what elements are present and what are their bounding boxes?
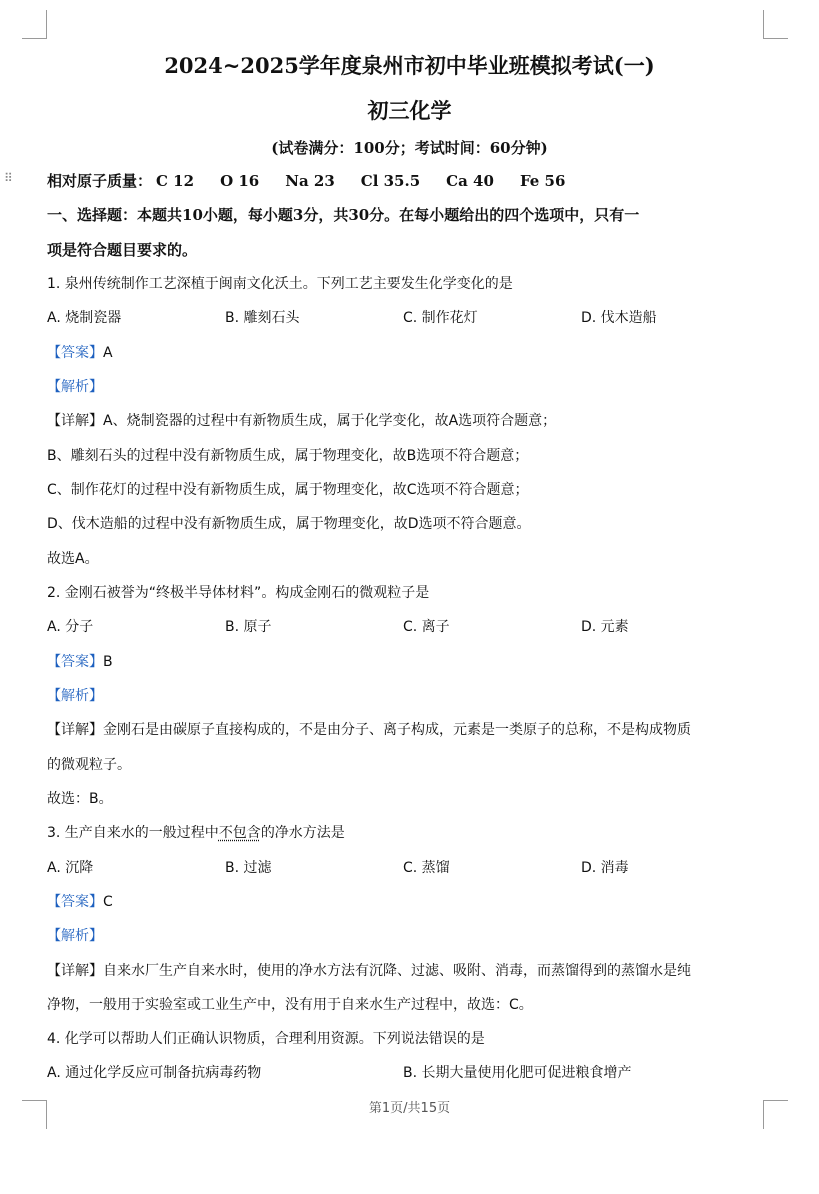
q3-answer [47, 892, 113, 912]
atomic-masses [47, 171, 591, 191]
q2-detail-2: 的微观粒子。 [47, 757, 131, 773]
crop-mark-top-right [763, 10, 788, 39]
answer-label: 【答案】 [47, 894, 103, 910]
q1-detail-4: D、伐木造船的过程中没有新物质生成，属于物理变化，故D选项不符合题意。 [47, 516, 531, 532]
atomic-mass-ca: Ca 40 [446, 172, 494, 190]
q1-detail-1: 【详解】A、烧制瓷器的过程中有新物质生成，属于化学变化，故A选项符合题意； [47, 413, 557, 429]
q4-option-b: B. 长期大量使用化肥可促进粮食增产 [403, 1065, 632, 1081]
q1-option-b: B. 雕刻石头 [225, 310, 300, 326]
answer-label: 【答案】 [47, 345, 103, 361]
exam-title: 2024~2025学年度泉州市初中毕业班模拟考试(一) [164, 53, 655, 78]
q1-option-a: A. 烧制瓷器 [47, 310, 122, 326]
q1-conclusion: 故选A。 [47, 551, 99, 567]
q1-detail-3: C、制作花灯的过程中没有新物质生成，属于物理变化，故C选项不符合题意； [47, 482, 529, 498]
answer-value: A [103, 345, 113, 361]
q3-stem-before: 3. 生产自来水的一般过程中 [47, 825, 219, 841]
q3-option-a: A. 沉降 [47, 860, 94, 876]
exam-info: (试卷满分：100分；考试时间：60分钟) [271, 139, 548, 157]
q3-option-c: C. 蒸馏 [403, 860, 450, 876]
atomic-mass-c: C 12 [156, 172, 195, 190]
section-heading-line1: 一、选择题：本题共10小题，每小题3分，共30分。在每小题给出的四个选项中，只有一 [47, 206, 640, 224]
q2-option-b: B. 原子 [225, 619, 272, 635]
atomic-mass-o: O 16 [220, 172, 260, 190]
atomic-mass-fe: Fe 56 [519, 172, 566, 190]
q3-option-d: D. 消毒 [581, 860, 629, 876]
section-heading-line2: 项是符合题目要求的。 [47, 241, 198, 259]
atomic-mass-cl: Cl 35.5 [360, 172, 421, 190]
q1-analysis-label: 【解析】 [47, 379, 103, 395]
q2-analysis-label: 【解析】 [47, 688, 103, 704]
q1-answer [47, 343, 113, 363]
q2-stem: 2. 金刚石被誉为“终极半导体材料”。构成金刚石的微观粒子是 [47, 585, 430, 601]
q1-option-d: D. 伐木造船 [581, 310, 657, 326]
atomic-mass-na: Na 23 [285, 172, 335, 190]
atomic-masses-label: 相对原子质量： [47, 172, 153, 190]
page-number: 第1页/共15页 [368, 1101, 451, 1116]
q3-analysis-label: 【解析】 [47, 928, 103, 944]
q3-detail-2: 净物，一般用于实验室或工业生产中，没有用于自来水生产过程中，故选：C。 [47, 997, 533, 1013]
q4-option-a: A. 通过化学反应可制备抗病毒药物 [47, 1065, 262, 1081]
q2-conclusion: 故选：B。 [47, 791, 113, 807]
q1-option-c: C. 制作花灯 [403, 310, 478, 326]
q1-detail-2: B、雕刻石头的过程中没有新物质生成，属于物理变化，故B选项不符合题意； [47, 448, 529, 464]
drag-handle-icon[interactable]: ⠿ [4, 171, 13, 185]
q2-option-a: A. 分子 [47, 619, 94, 635]
q1-stem: 1. 泉州传统制作工艺深植于闽南文化沃土。下列工艺主要发生化学变化的是 [47, 276, 513, 292]
crop-mark-top-left [22, 10, 47, 39]
answer-value: C [103, 894, 113, 910]
q2-option-c: C. 离子 [403, 619, 450, 635]
answer-label: 【答案】 [47, 654, 103, 670]
q3-stem-emphasis: 不包含 [218, 825, 261, 841]
q2-option-d: D. 元素 [581, 619, 629, 635]
q3-stem-after: 的净水方法是 [260, 825, 345, 841]
q3-detail-1: 【详解】自来水厂生产自来水时，使用的净水方法有沉降、过滤、吸附、消毒，而蒸馏得到的蒸馏水是纯 [47, 963, 691, 979]
q2-answer [47, 652, 113, 672]
q3-option-b: B. 过滤 [225, 860, 272, 876]
answer-value: B [103, 654, 113, 670]
q2-detail-1: 【详解】金刚石是由碳原子直接构成的，不是由分子、离子构成，元素是一类原子的总称，不是构成物质 [47, 722, 691, 738]
subject-title: 初三化学 [367, 98, 452, 123]
q3-stem [47, 823, 345, 843]
q4-stem: 4. 化学可以帮助人们正确认识物质，合理利用资源。下列说法错误的是 [47, 1031, 485, 1047]
